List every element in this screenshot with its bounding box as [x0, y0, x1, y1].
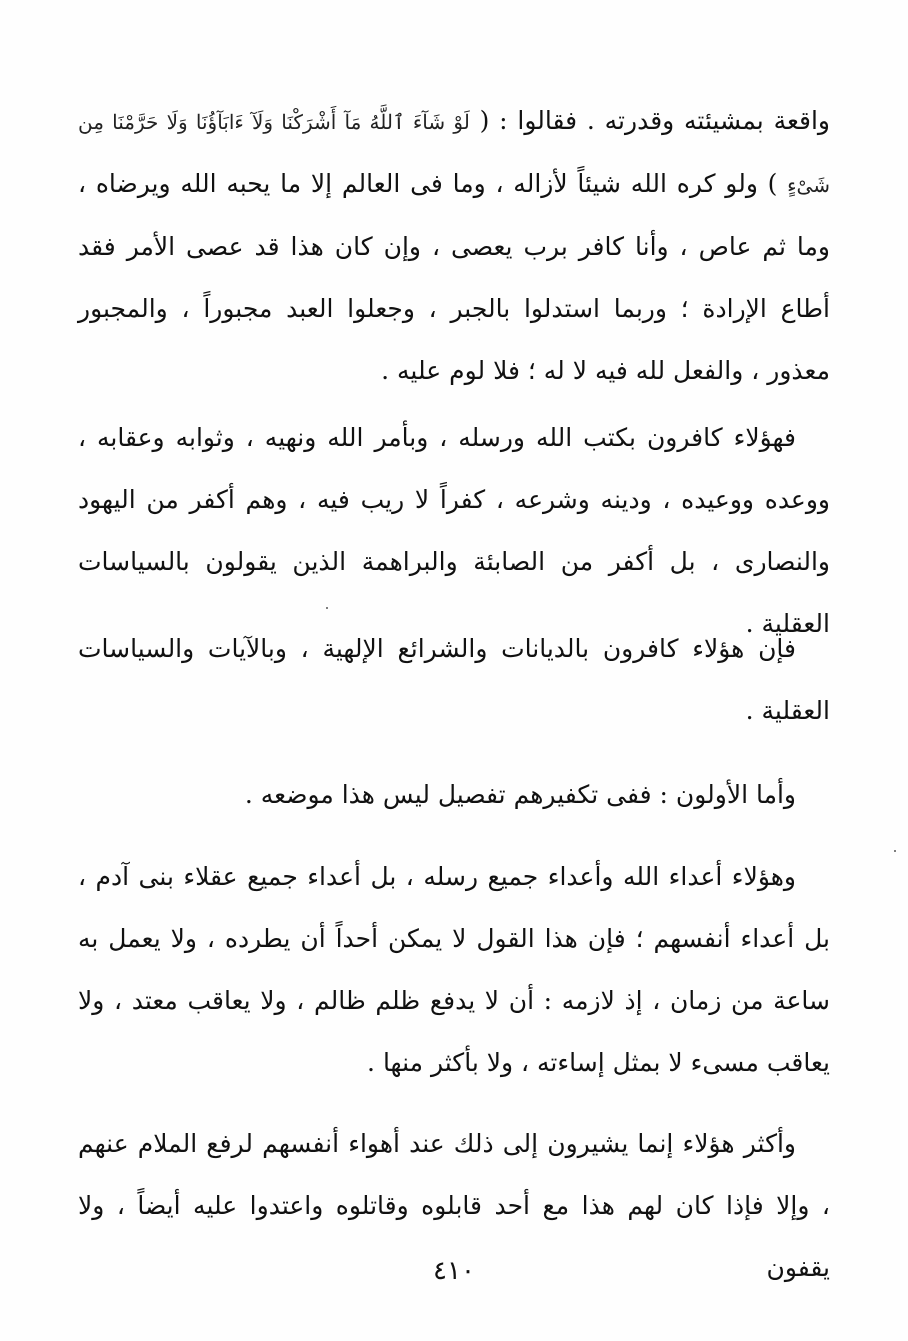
paragraph-1-lead: واقعة بمشيئته وقدرته . فقالوا : ( — [469, 106, 830, 135]
paragraph-3 — [78, 618, 830, 742]
paragraph-2-text: فهؤلاء كافرون بكتب الله ورسله ، وبأمر الله ونهيه ، وثوابه وعقابه ، ووعده ووعيده ، ودينه وشرعه ، كفراً لا ريب فيه ، وهم أكفر من اليهود والنصارى ، بل أكفر من الصابئة والبراهمة الذين يقولون بالسياسات العقلية . — [78, 423, 830, 638]
scan-speck — [894, 850, 896, 852]
paragraph-6-text: وأكثر هؤلاء إنما يشيرون إلى ذلك عند أهواء أنفسهم لرفع الملام عنهم ، وإلا فإذا كان لهم هذا مع أحد قابلوه وقاتلوه واعتدوا عليه أيضاً ، ولا يقفون — [78, 1129, 830, 1282]
paragraph-5-text: وهؤلاء أعداء الله وأعداء جميع رسله ، بل أعداء جميع عقلاء بنى آدم ، بل أعداء أنفسهم ؛ فإن هذا القول لا يمكن أحداً أن يطرده ، ولا يعمل به ساعة من زمان ، إذ لازمه : أن لا يدفع ظلم ظالم ، ولا يعاقب معتد ، ولا يعاقب مسىء لا بمثل إساءته ، ولا بأكثر منها . — [78, 862, 830, 1077]
paragraph-1 — [78, 90, 830, 402]
scan-speck — [326, 607, 328, 609]
paragraph-5 — [78, 846, 830, 1094]
quran-verse: لَوْ شَآءَ ٱللَّهُ مَآ أَشْرَكْنَا وَلَآ ءَابَآؤُنَا وَلَا حَرَّمْنَا مِن شَىْءٍ — [78, 110, 830, 197]
paragraph-1-rest: ) ولو كره الله شيئاً لأزاله ، وما فى العالم إلا ما يحبه الله ويرضاه ، وما ثم عاص ، وأنا كافر برب يعصى ، وإن كان هذا قد عصى الأمر فقد أطاع الإرادة ؛ وربما استدلوا بالجبر ، وجعلوا العبد مجبوراً ، والمجبور معذور ، والفعل لله فيه لا له ؛ فلا لوم عليه . — [78, 169, 830, 385]
paragraph-4-text: وأما الأولون : ففى تكفيرهم تفصيل ليس هذا موضعه . — [244, 780, 796, 809]
page-number: ٤١٠ — [433, 1256, 475, 1286]
paragraph-3-text: فإن هؤلاء كافرون بالديانات والشرائع الإلهية ، وبالآيات والسياسات العقلية . — [78, 634, 830, 725]
paragraph-4 — [78, 764, 830, 826]
